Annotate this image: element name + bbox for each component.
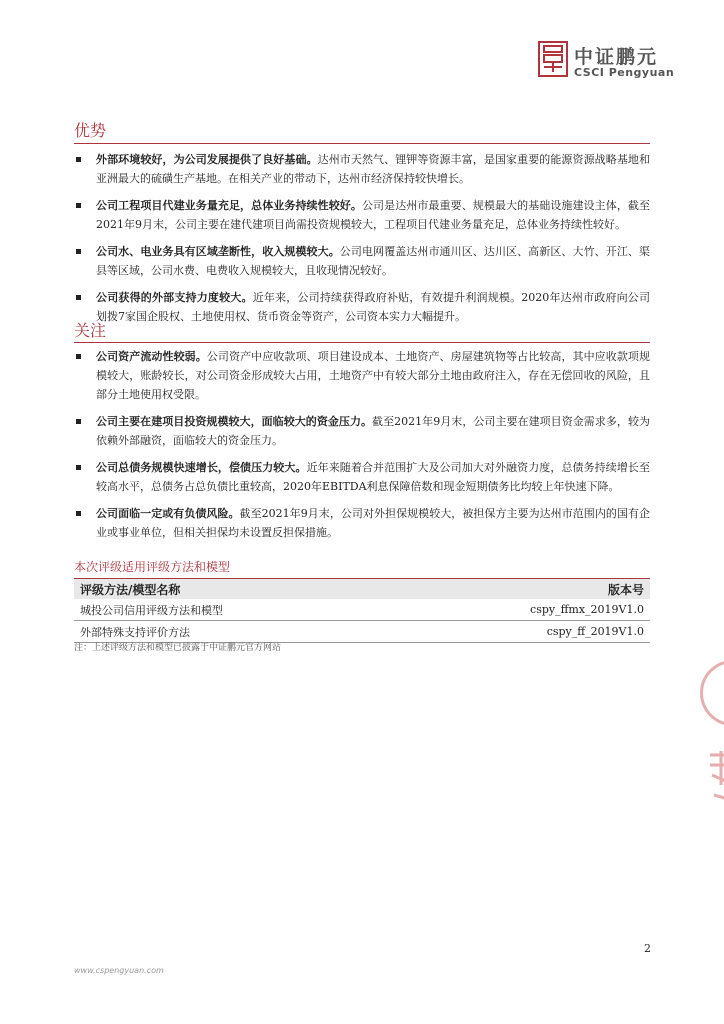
list-item (74, 347, 650, 404)
list-item (74, 288, 650, 326)
concerns-list (74, 347, 650, 550)
advantages-list (74, 150, 650, 334)
item-text: 公司资产中应收款项、项目建设成本、土地资产、房屋建筑物等占比较高，其中应收款项规模较大，账龄较长，对公司资金形成较大占用，土地资产中有较大部分土地由政府注入，存在无偿回收的风险，且部分土地使用权受限。 (96, 350, 651, 401)
logo-name-en: CSCI Pengyuan (574, 66, 675, 79)
header-version: 版本号 (392, 579, 650, 600)
item-text: 公司是达州市最重要、规模最大的基础设施建设主体，截至2021年9月末，公司主要在建代建项目尚需投资规模较大，工程项目代建业务量充足，总体业务持续性较好。 (96, 199, 651, 231)
item-lead: 公司资产流动性较弱。 (96, 350, 207, 363)
methods-table (74, 578, 650, 643)
table-row (74, 599, 650, 621)
method-version-cell: cspy_ffmx_2019V1.0 (392, 599, 650, 621)
footer-url[interactable]: www.cspengyuan.com (74, 966, 164, 975)
item-lead: 公司面临一定或有负债风险。 (96, 507, 240, 520)
list-item (74, 242, 650, 280)
item-lead: 公司工程项目代建业务量充足，总体业务持续性较好。 (96, 199, 362, 212)
item-text: 公司电网覆盖达州市通川区、达川区、高新区、大竹、开江、渠县等区域，公司水费、电费收入规模较大，且收现情况较好。 (96, 245, 650, 277)
item-text: 截至2021年9月末，公司对外担保规模较大，被担保方主要为达州市范围内的国有企业或事业单位，但相关担保均未设置反担保措施。 (96, 507, 650, 539)
bullet-icon (76, 203, 81, 208)
method-name-cell: 外部特殊支持评价方法 (74, 621, 392, 643)
concerns-divider (74, 342, 650, 343)
bullet-icon (76, 157, 81, 162)
list-item (74, 458, 650, 496)
bullet-icon (76, 354, 81, 359)
list-item (74, 504, 650, 542)
header-method-name: 评级方法/模型名称 (74, 579, 392, 600)
list-item (74, 412, 650, 450)
item-text: 近年来，公司持续获得政府补贴，有效提升利润规模。2020年达州市政府向公司划拨7家国企股权、土地使用权、货币资金等资产，公司资本实力大幅提升。 (96, 291, 650, 323)
logo-name-cn: 中证鹏元 (574, 46, 659, 68)
methods-title: 本次评级适用评级方法和模型 (74, 560, 231, 574)
advantages-divider (74, 143, 650, 144)
table-header-row (74, 579, 650, 600)
logo-mark-icon (538, 41, 568, 77)
item-lead: 公司水、电业务具有区域垄断性，收入规模较大。 (96, 245, 340, 258)
list-item (74, 196, 650, 234)
advantages-title: 优势 (74, 121, 107, 140)
methods-note: 注：上述评级方法和模型已披露于中证鹏元官方网站 (74, 643, 282, 653)
bullet-icon (76, 419, 81, 424)
item-text: 近年来随着合并范围扩大及公司加大对外融资力度，总债务持续增长至较高水平，总债务占总负债比重较高，2020年EBITDA利息保障倍数和现金短期债务比均较上年快速下降。 (96, 461, 651, 493)
method-version-cell: cspy_ff_2019V1.0 (392, 621, 650, 643)
bullet-icon (76, 249, 81, 254)
seal-stamp-fragment-icon (706, 745, 724, 805)
list-item (74, 150, 650, 188)
seal-stamp-icon (700, 660, 724, 726)
item-lead: 公司总债务规模快速增长，偿债压力较大。 (96, 461, 307, 474)
page-number: 2 (644, 942, 651, 955)
method-name-cell: 城投公司信用评级方法和模型 (74, 599, 392, 621)
item-text: 达州市天然气、锂钾等资源丰富，是国家重要的能源资源战略基地和亚洲最大的硫磺生产基地。在相关产业的带动下，达州市经济保持较快增长。 (96, 153, 651, 185)
item-lead: 公司获得的外部支持力度较大。 (96, 291, 253, 304)
item-lead: 外部环境较好，为公司发展提供了良好基础。 (96, 153, 318, 166)
bullet-icon (76, 511, 81, 516)
item-text: 截至2021年9月末，公司主要在建项目资金需求多，较为依赖外部融资，面临较大的资金压力。 (96, 415, 650, 447)
bullet-icon (76, 295, 81, 300)
bullet-icon (76, 465, 81, 470)
concerns-title: 关注 (74, 321, 107, 340)
item-lead: 公司主要在建项目投资规模较大，面临较大的资金压力。 (96, 415, 373, 428)
